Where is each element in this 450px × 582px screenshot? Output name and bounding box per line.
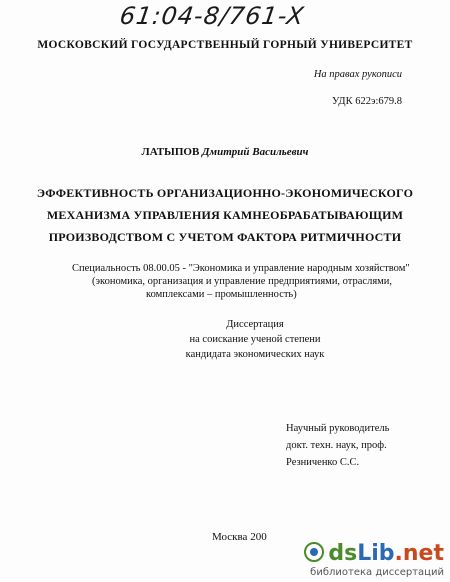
title-line: ЭФФЕКТИВНОСТЬ ОРГАНИЗАЦИОННО-ЭКОНОМИЧЕСКОГО bbox=[36, 186, 414, 200]
watermark-brand bbox=[304, 543, 444, 565]
degree-line: кандидата экономических наук bbox=[185, 349, 325, 360]
degree-block bbox=[0, 317, 450, 362]
watermark-subtitle: библиотека диссертаций bbox=[310, 567, 444, 578]
specialty-block bbox=[72, 262, 410, 301]
author-name bbox=[0, 146, 450, 158]
udk-code: УДК 622э:679.8 bbox=[332, 96, 402, 107]
watermark-link[interactable] bbox=[304, 543, 444, 578]
rights-note: На правах рукописи bbox=[313, 69, 402, 80]
supervisor-line: Научный руководитель bbox=[286, 423, 390, 434]
specialty-line: (экономика, организация и управление предприятиями, отраслями, bbox=[92, 276, 393, 287]
title-line: МЕХАНИЗМА УПРАВЛЕНИЯ КАМНЕОБРАБАТЫВАЮЩИМ bbox=[46, 208, 404, 222]
supervisor-line: Резниченко С.С. bbox=[286, 457, 360, 468]
brand-ds: ds bbox=[328, 541, 358, 566]
supervisor-line: докт. техн. наук, проф. bbox=[286, 440, 387, 451]
author-given-name: Дмитрий Васильевич bbox=[202, 146, 309, 158]
author-surname: ЛАТЫПОВ bbox=[141, 146, 200, 158]
supervisor-block bbox=[286, 420, 389, 471]
degree-line: Диссертация bbox=[226, 319, 284, 330]
brand-lib: Lib bbox=[357, 541, 395, 566]
degree-line: на соискание ученой степени bbox=[189, 334, 321, 345]
handwritten-archive-code: 61:04-8/761-X bbox=[118, 2, 307, 30]
globe-logo-icon bbox=[304, 542, 324, 562]
specialty-line: комплексами – промышленность) bbox=[146, 289, 297, 300]
city-year: Москва 200 bbox=[212, 531, 267, 543]
title-line: ПРОИЗВОДСТВОМ С УЧЕТОМ ФАКТОРА РИТМИЧНОСТИ bbox=[48, 230, 402, 244]
university-name: МОСКОВСКИЙ ГОСУДАРСТВЕННЫЙ ГОРНЫЙ УНИВЕРСИТЕТ bbox=[37, 39, 413, 51]
brand-net: .net bbox=[394, 541, 444, 566]
dissertation-title bbox=[0, 182, 450, 248]
specialty-line: Специальность 08.00.05 - "Экономика и управление народным хозяйством" bbox=[72, 263, 410, 274]
